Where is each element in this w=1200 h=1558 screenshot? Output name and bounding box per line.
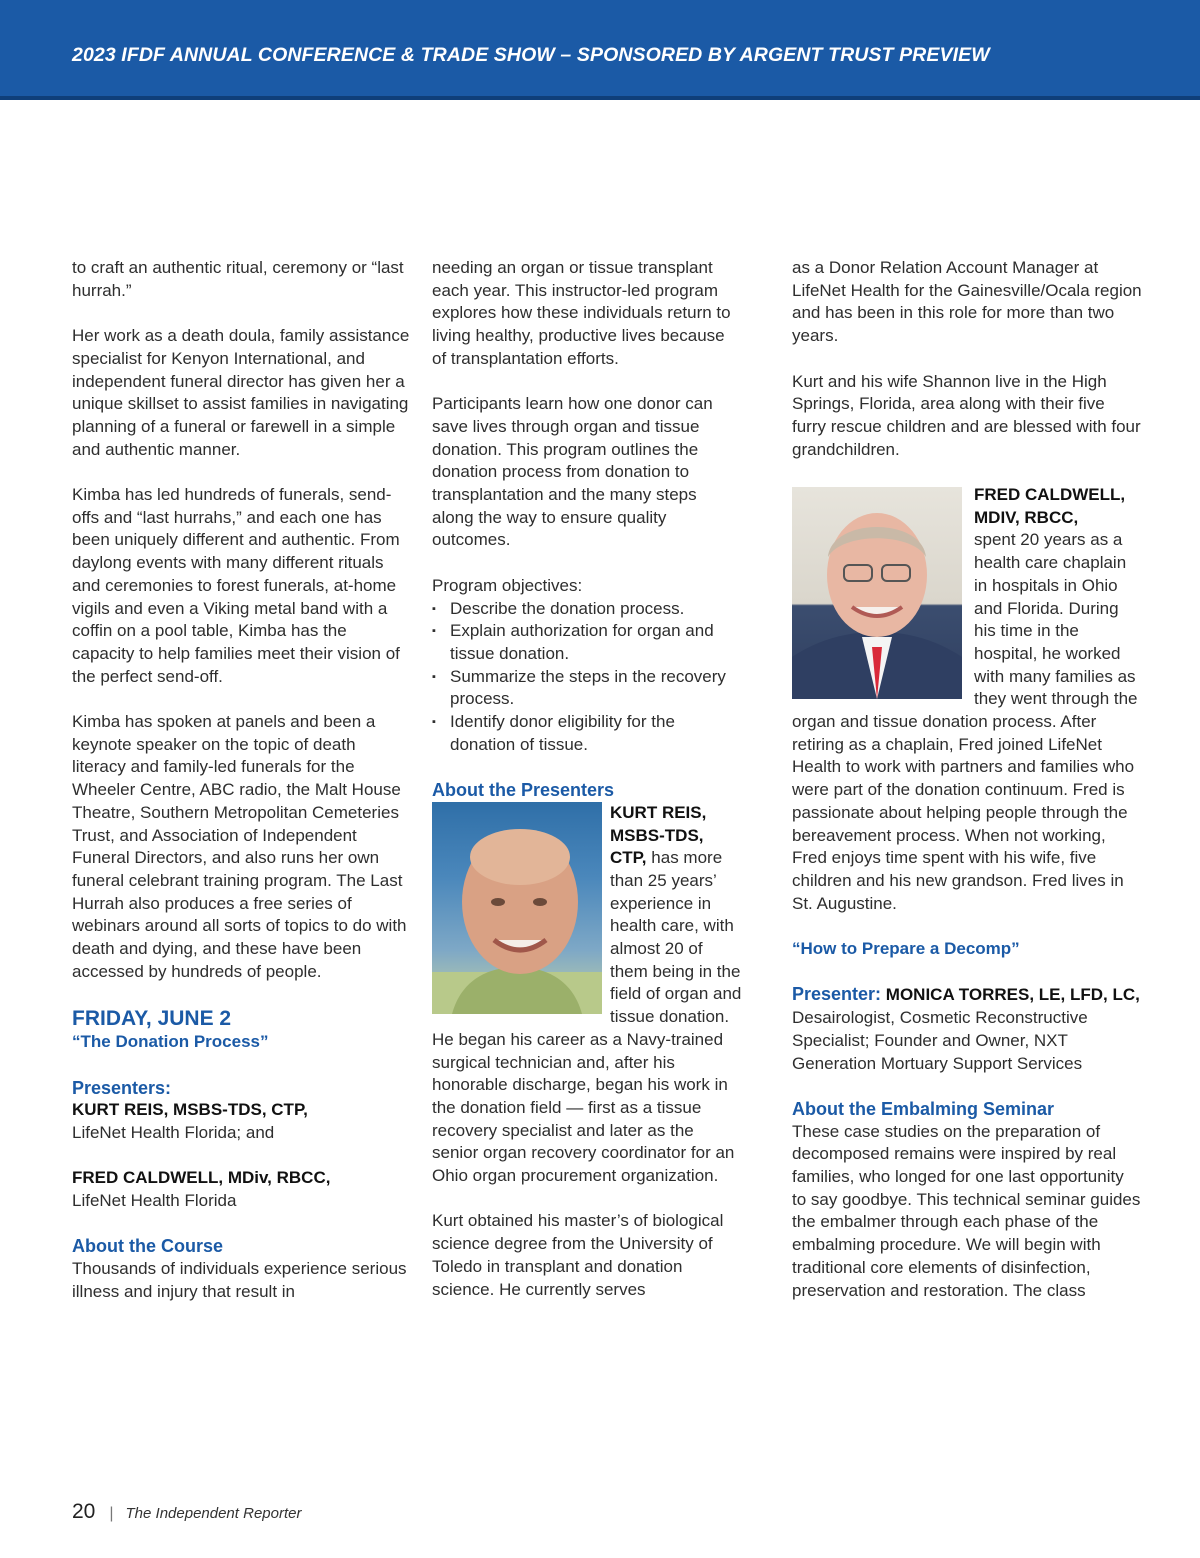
page-number: 20 [72,1500,96,1523]
fred-bio [792,484,1142,915]
paragraph: to craft an authentic ritual, ceremony or “last hurrah.” [72,258,404,300]
column-3 [792,257,1142,1302]
kurt-bio [432,802,742,1188]
publication-name: The Independent Reporter [125,1505,302,1522]
kurt-reis-photo [432,802,602,1014]
about-course-heading: About the Course [72,1236,223,1257]
list-item: ▪ Explain authorization for organ and tissue donation. [432,620,742,665]
header-title: 2023 IFDF ANNUAL CONFERENCE & TRADE SHOW – SPONSORED BY ARGENT TRUST PREVIEW [72,44,990,66]
paragraph: Kimba has spoken at panels and been a keynote speaker on the topic of death literacy and family-led funerals for the Wheeler Centre, ABC radio, the Malt House Theatre, Southern Metropolitan Cemeteries Trust, and Association of Independent Funeral Directors, and also runs her own funeral celebrant training program. The Last Hurrah also produces a free series of webinars around all sorts of topics to do with death and dying, and these have been accessed by hundreds of people. [72,712,407,981]
page-footer [72,1500,301,1530]
paragraph: Kurt obtained his master’s of biological science degree from the University of Toledo in transplant and donation science. He currently serves [432,1211,724,1299]
list-item: ▪ Identify donor eligibility for the donation of tissue. [432,711,742,756]
presenter-org: LifeNet Health Florida; and [72,1122,275,1142]
paragraph: Kimba has led hundreds of funerals, send-offs and “last hurrahs,” and each one has been uniquely different and authentic. From daylong events with many different rituals and ceremonies to forest funerals, at-home vigils and even a Viking metal band with a coffin on a pool table, Kimba has the capacity to help families meet their vision of the perfect send-off. [72,485,400,686]
paragraph: These case studies on the preparation of decomposed remains were inspired by real families, who longed for one last opportunity to say goodbye. This technical seminar guides the embalmer through each phase of the embalming procedure. We will begin with traditional core elements of disinfection, preservation and restoration. The class [792,1121,1141,1300]
presenter-name: KURT REIS, MSBS-TDS, CTP, [72,1100,308,1120]
presenter-label: Presenter: [792,984,882,1005]
objectives-list [432,598,742,757]
presenter-name: FRED CALDWELL, MDiv, RBCC, [72,1168,331,1188]
fred-name: FRED CALDWELL, MDIV, RBCC, [974,485,1126,527]
fred-caldwell-photo [792,487,962,699]
kurt-bio-text: has more than 25 years’ experience in health care, with almost 20 of them being in the field of organ and tissue donation. He began his career as a Navy-trained surgical technician and, after his honorable discharge, began his work in the donation field — first as a tissue recovery specialist and later as the senior organ recovery coordinator for an Ohio organ procurement organization. [432,848,742,1186]
portrait-illustration [432,802,602,1014]
list-item: ▪ Describe the donation process. [432,598,742,621]
kurt-name: KURT REIS, MSBS-TDS, CTP, [610,802,707,868]
objectives-label: Program objectives: [432,575,583,595]
column-2 [432,257,742,1324]
presenter-line [792,983,1142,1075]
paragraph: Participants learn how one donor can save lives through organ and tissue donation. This program outlines the donation process from donation to transplantation and the many steps along the way to ensure quality outcomes. [432,394,713,550]
paragraph: needing an organ or tissue transplant each year. This instructor-led program explores how these individuals return to living healthy, productive lives because of transplantation efforts. [432,258,731,368]
fred-bio-text: spent 20 years as a health care chaplain in hospitals in Ohio and Florida. During his time in the hospital, he worked with many families as they went through the organ and tissue donation process. After retiring as a chaplain, Fred joined LifeNet Health to work with partners and families who were part of the donation continuum. Fred is passionate about helping people through the bereavement process. When not working, Fred enjoys time spent with his wife, five children and his new grandson. Fred lives in St. Augustine. [792,530,1138,913]
portrait-illustration [792,487,962,699]
session-title: “The Donation Process” [72,1032,269,1052]
presenter-desc: Desairologist, Cosmetic Reconstructive Specialist; Founder and Owner, NXT Generation Mortuary Support Services [792,1008,1088,1073]
column-1 [72,257,412,1304]
paragraph: Thousands of individuals experience serious illness and injury that result in [72,1259,407,1301]
paragraph: as a Donor Relation Account Manager at LifeNet Health for the Gainesville/Ocala region and has been in this role for more than two years. [792,258,1142,346]
presenters-label: Presenters: [72,1077,172,1098]
paragraph: Her work as a death doula, family assistance specialist for Kenyon International, and independent funeral director has given her a unique skillset to assist families in navigating planning of a funeral or farewell in a simple and authentic manner. [72,326,410,459]
paragraph: Kurt and his wife Shannon live in the High Springs, Florida, area along with their five furry rescue children and are blessed with four grandchildren. [792,371,1141,459]
presenter-org: LifeNet Health Florida [72,1191,237,1211]
list-item: ▪ Summarize the steps in the recovery process. [432,666,742,711]
about-seminar-heading: About the Embalming Seminar [792,1098,1055,1119]
about-presenters-heading: About the Presenters [432,780,615,801]
footer-separator: | [109,1505,114,1522]
presenter-name: MONICA TORRES, LE, LFD, LC, [885,985,1140,1005]
header-banner [0,0,1200,100]
day-heading: FRIDAY, JUNE 2 [72,1007,232,1031]
session-title: “How to Prepare a Decomp” [792,939,1020,959]
